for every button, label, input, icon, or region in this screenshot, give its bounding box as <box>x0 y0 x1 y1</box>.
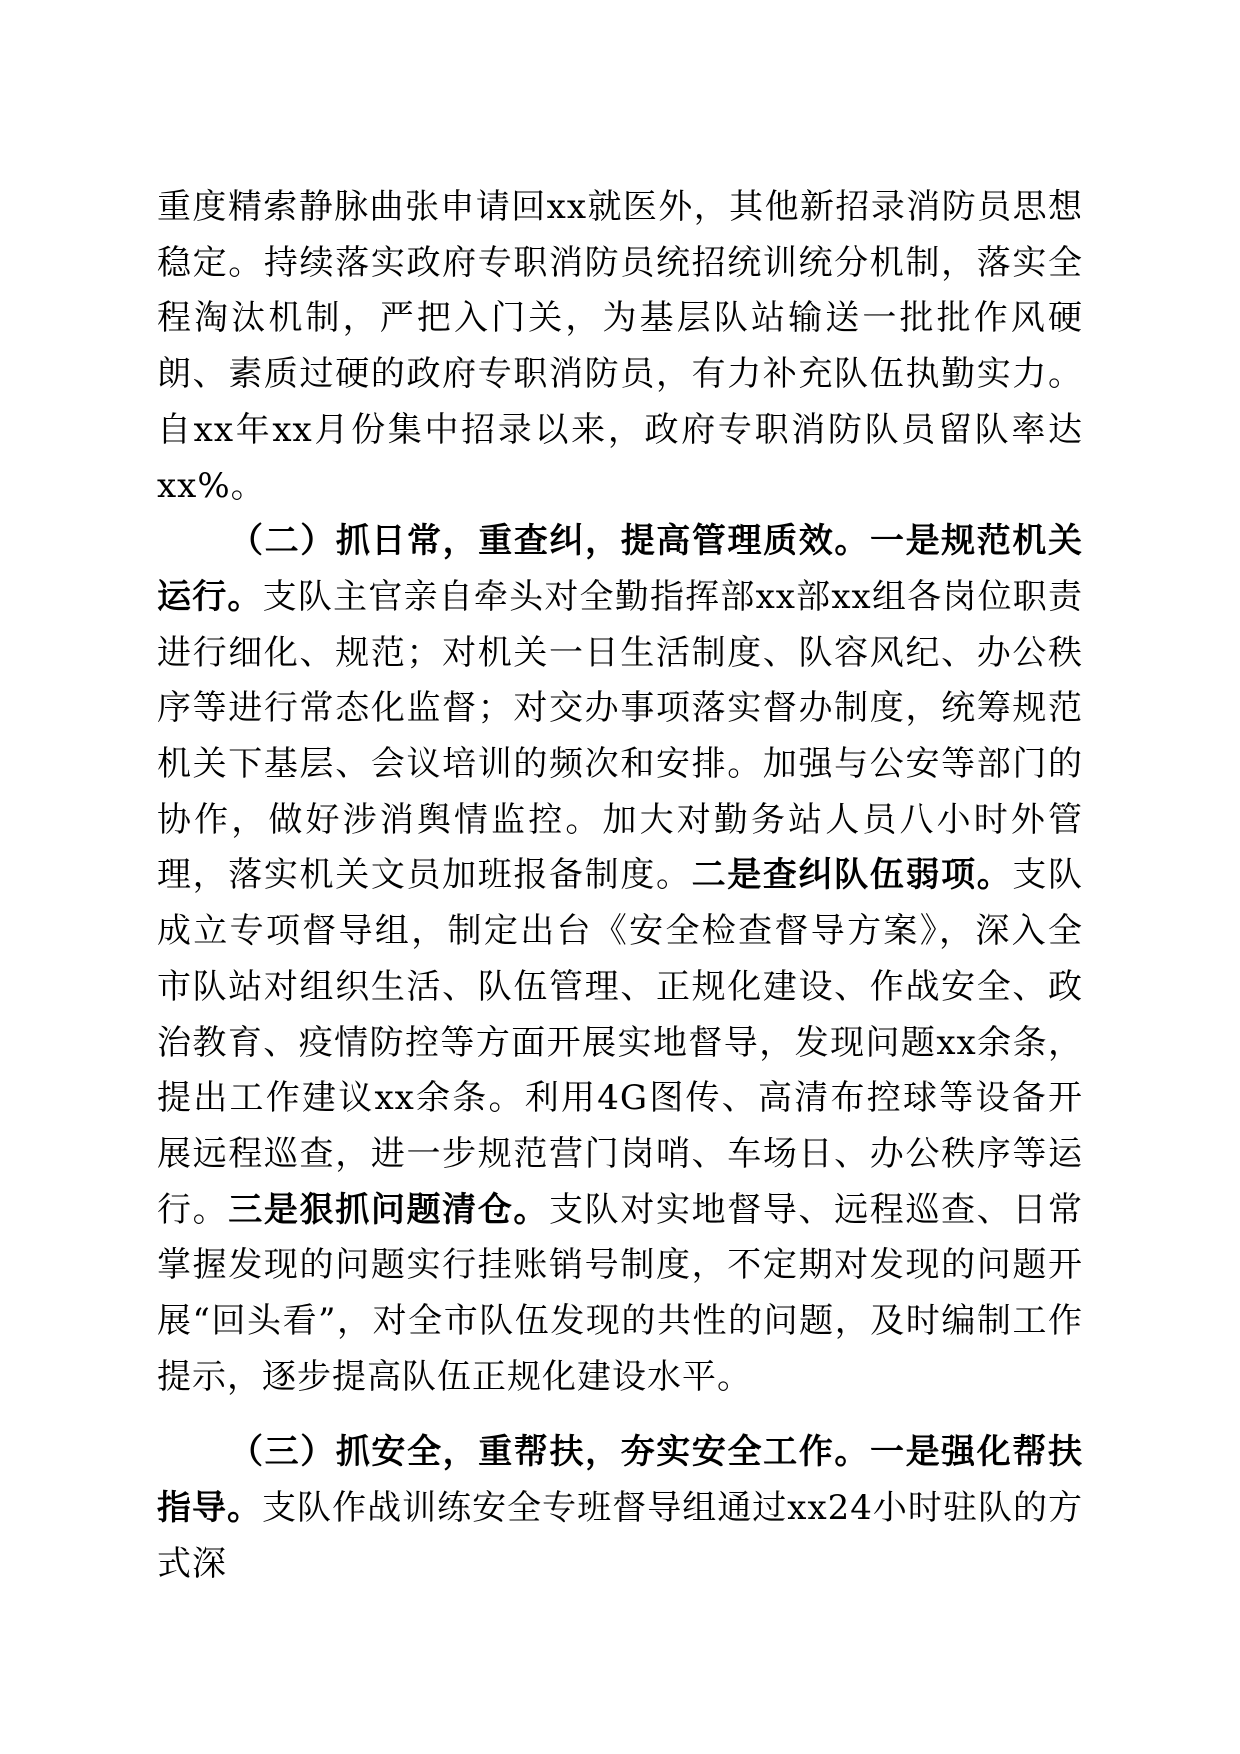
subpoint-lead: 一是强化帮扶指导。 <box>157 1432 1084 1529</box>
subpoint-lead: 二是查纠队伍弱项。 <box>691 855 1013 896</box>
paragraph-section-2 <box>157 514 1083 1405</box>
subpoint-lead: 三是狠抓问题清仓。 <box>228 1189 550 1230</box>
section-heading: （三）抓安全，重帮扶，夯实安全工作。 <box>229 1432 870 1473</box>
paragraph-text: 重度精索静脉曲张申请回xx就医外，其他新招录消防员思想稳定。持续落实政府专职消防员统招统训统分机制，落实全程淘汰机制，严把入门关，为基层队站输送一批批作风硬朗、素质过硬的政府专职消防员，有力补充队伍执勤实力。自xx年xx月份集中招录以来，政府专职消防队员留队率达xx%。 <box>157 187 1083 506</box>
section-heading: （二）抓日常，重查纠，提高管理质效。 <box>229 521 870 562</box>
paragraph-section-3 <box>157 1425 1083 1592</box>
subpoint-lead: 一是规范机关运行。 <box>157 521 1084 617</box>
subpoint-text: 支队成立专项督导组，制定出台《安全检查督导方案》，深入全市队站对组织生活、队伍管理、正规化建设、作战安全、政治教育、疫情防控等方面开展实地督导，发现问题xx余条，提出工作建议xx余条。利用4G图传、高清布控球等设备开展远程巡查，进一步规范营门岗哨、车场日、办公秩序等运行。 <box>157 855 1084 1230</box>
paragraph-recruitment <box>157 180 1083 514</box>
document-body <box>157 180 1083 1593</box>
subpoint-text: 支队对实地督导、远程巡查、日常掌握发现的问题实行挂账销号制度，不定期对发现的问题开展“回头看”，对全市队伍发现的共性的问题，及时编制工作提示，逐步提高队伍正规化建设水平。 <box>157 1189 1084 1397</box>
subpoint-text: 支队作战训练安全专班督导组通过xx24小时驻队的方式深 <box>157 1488 1083 1584</box>
subpoint-text: 支队主官亲自牵头对全勤指挥部xx部xx组各岗位职责进行细化、规范；对机关一日生活制度、队容风纪、办公秩序等进行常态化监督；对交办事项落实督办制度，统筹规范机关下基层、会议培训的频次和安排。加强与公安等部门的协作，做好涉消舆情监控。加大对勤务站人员八小时外管理，落实机关文员加班报备制度。 <box>157 576 1083 896</box>
